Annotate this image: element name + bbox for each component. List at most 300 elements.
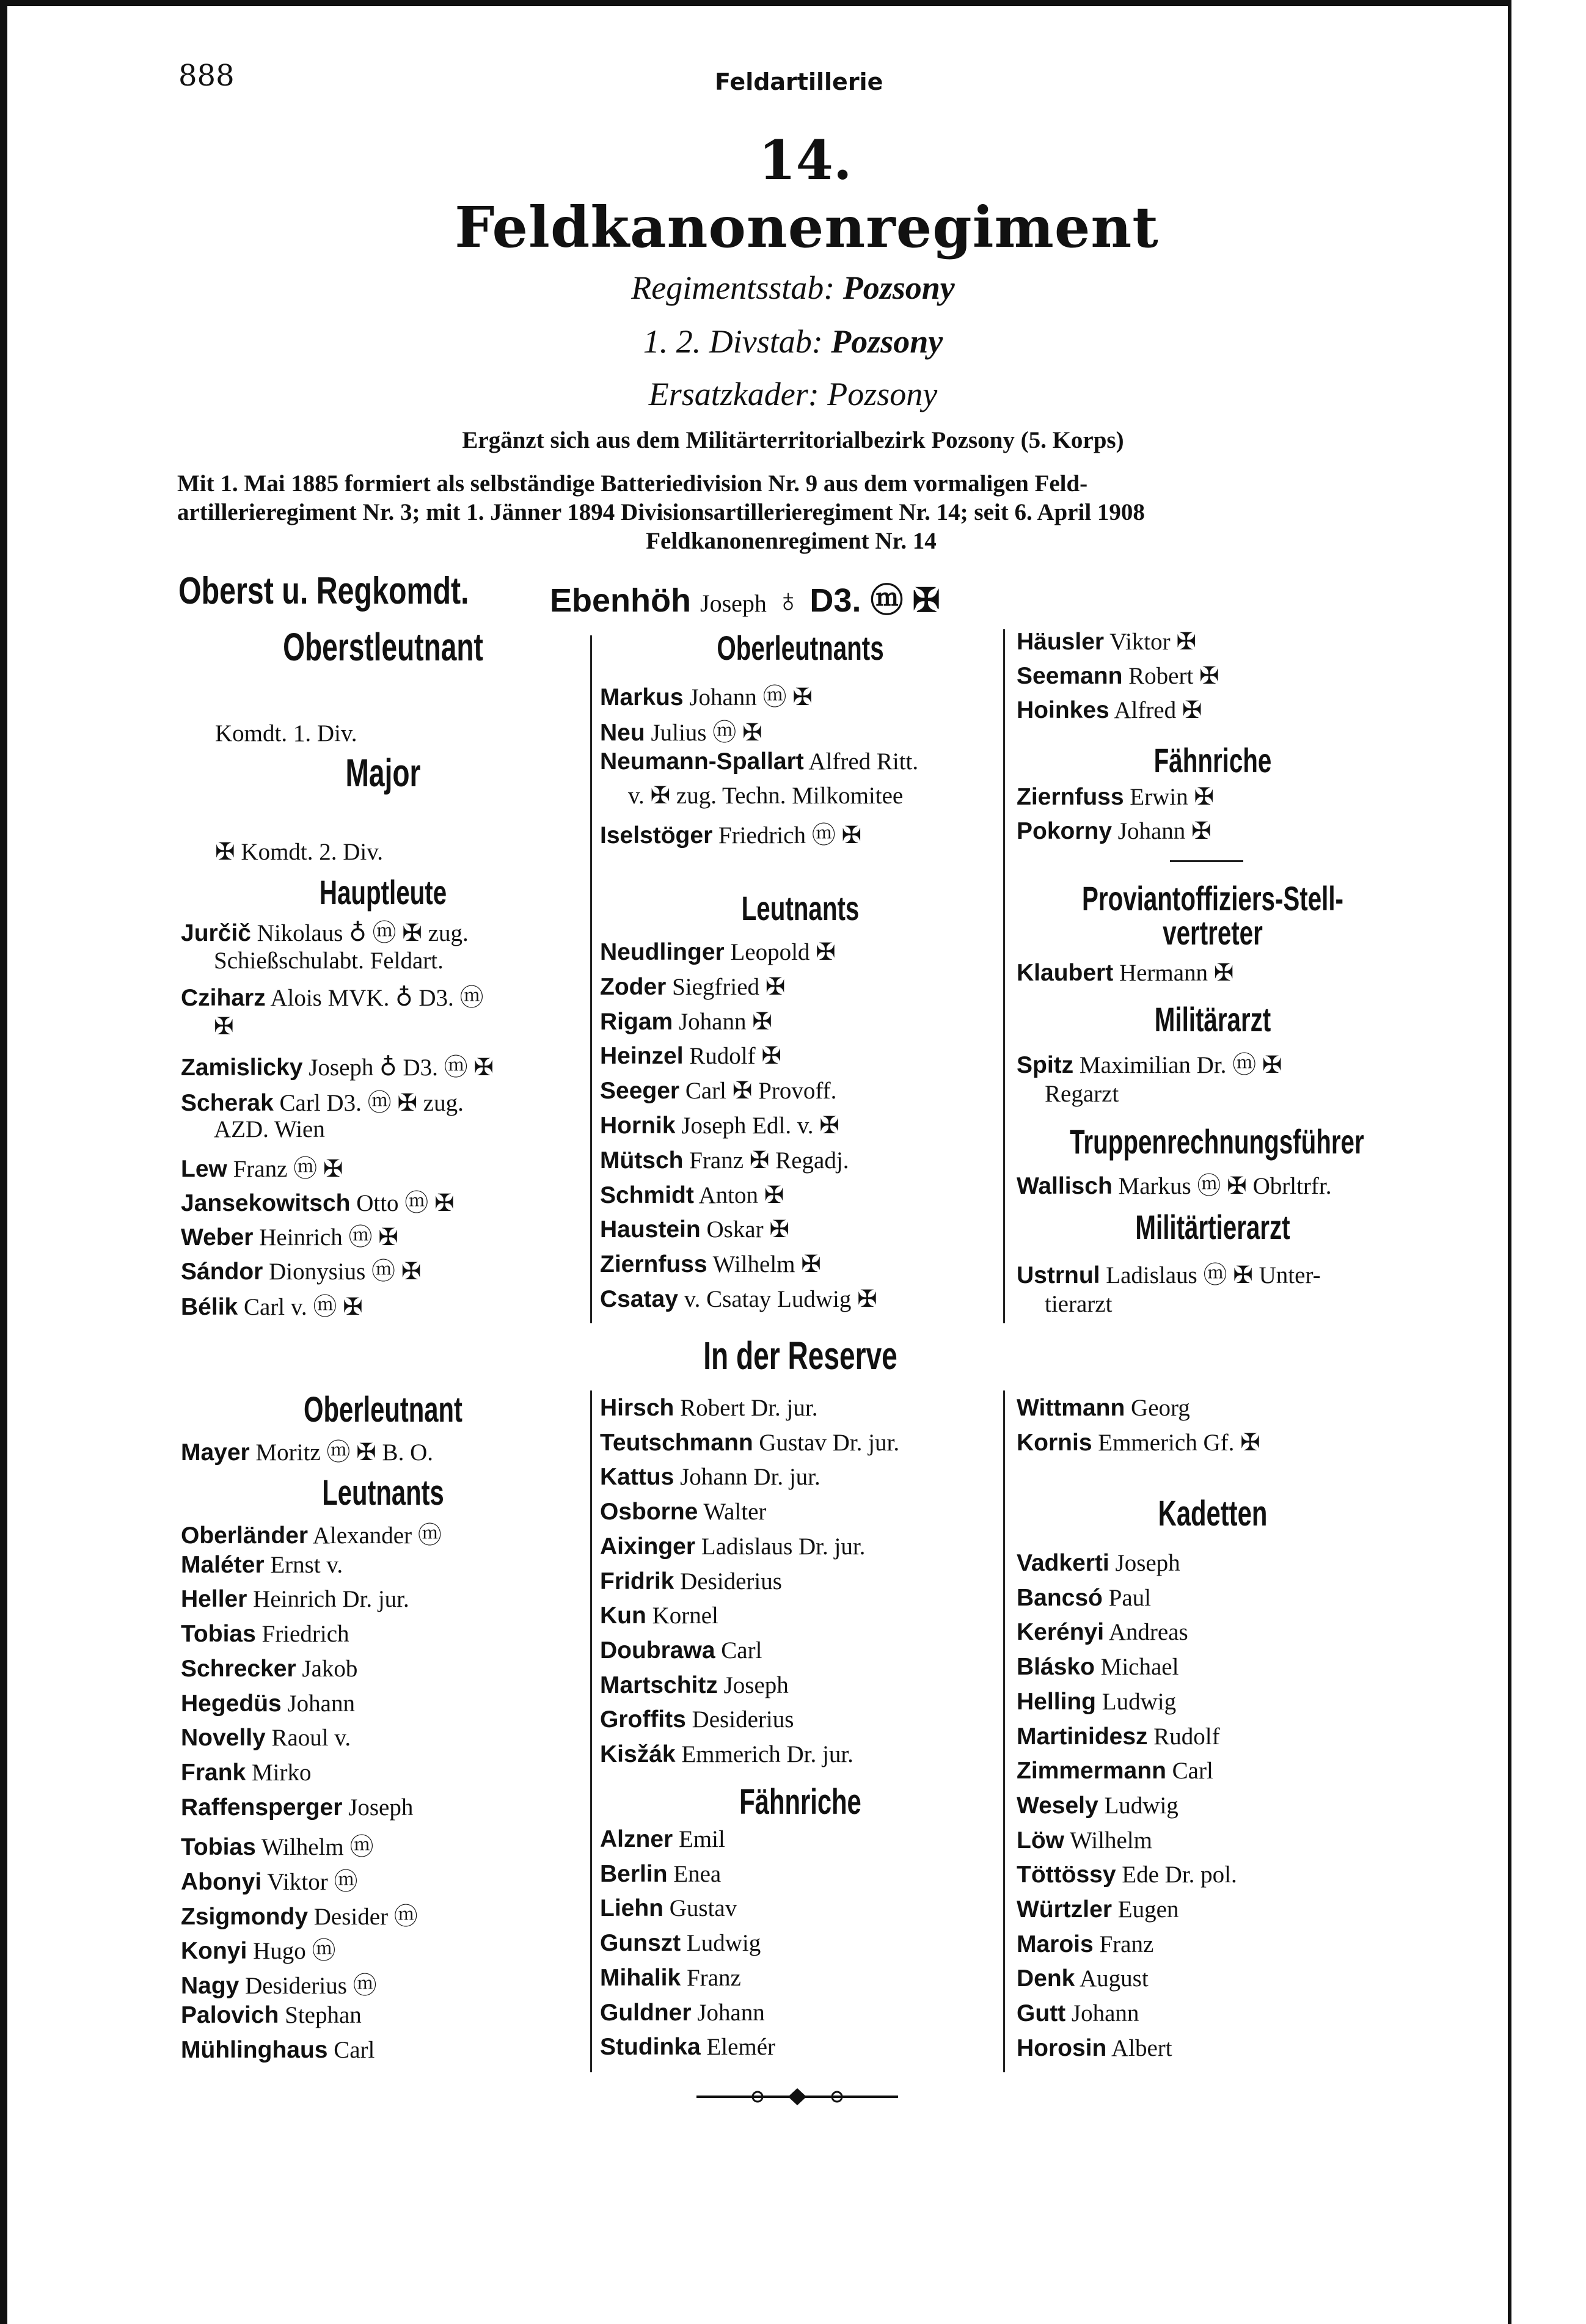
roster-entry: [600, 1706, 794, 1733]
roster-entry: [600, 1182, 784, 1209]
surname: Doubrawa: [600, 1637, 715, 1664]
surname: Seeger: [600, 1078, 680, 1105]
given-name-and-notes: Georg: [1131, 1395, 1190, 1421]
given-name-and-notes: Hermann ✠: [1119, 960, 1234, 986]
given-name-and-notes: Raoul v.: [271, 1725, 351, 1752]
section-heading: In der Reserve: [703, 1334, 897, 1378]
roster-entry: [1017, 1584, 1151, 1612]
roster-entry: [214, 947, 444, 974]
surname: Lew: [181, 1156, 227, 1182]
surname: Martschitz: [600, 1672, 718, 1698]
given-name-and-notes: Desiderius: [692, 1706, 794, 1733]
surname: Nagy: [181, 1973, 239, 2000]
given-name-and-notes: Julius ⓜ ✠: [651, 720, 762, 746]
surname: Haustein: [600, 1216, 701, 1243]
roster-entry: [1017, 1394, 1190, 1422]
surname: Horosin: [1017, 2034, 1107, 2061]
roster-entry: [600, 1077, 836, 1105]
given-name-and-notes: Desiderius: [680, 1568, 782, 1595]
roster-entry: [1017, 959, 1234, 987]
roster-entry: [1045, 1080, 1119, 1108]
roster-entry: [600, 1112, 839, 1139]
given-name-and-notes: Paul: [1108, 1584, 1151, 1611]
section-heading: Oberleutnant: [304, 1390, 462, 1430]
roster-entry: [1017, 1757, 1213, 1785]
surname: Kornis: [1017, 1429, 1092, 1456]
surname: Pokorny: [1017, 818, 1113, 844]
section-heading: Fähnriche: [739, 1782, 861, 1822]
roster-entry: [600, 1672, 789, 1699]
surname: Novelly: [181, 1725, 266, 1752]
surname: Mütsch: [600, 1147, 684, 1174]
history-note: Mit 1. Mai 1885 formiert als selbständige Batteriedivision Nr. 9 aus dem vormaligen Feld- artillerieregiment Nr. 3; mit 1. Jänner 1894 Divisionsartillerieregiment Nr. 14; seit 6. April 1908 Feldkanonenregiment Nr. 14: [177, 470, 1145, 554]
surname: Schmidt: [600, 1182, 694, 1208]
surname: Wallisch: [1017, 1173, 1113, 1199]
roster-entry: [600, 1429, 899, 1456]
roster-entry: [1045, 1290, 1112, 1318]
surname: Seemann: [1017, 663, 1123, 689]
given-name-and-notes: Joseph: [348, 1794, 414, 1821]
given-name-and-notes: Schießschulabt. Feldart.: [214, 948, 444, 974]
roster-entry: [1017, 1618, 1188, 1646]
roster-entry: [600, 1929, 761, 1957]
roster-note: ✠ Komdt. 2. Div.: [215, 839, 383, 865]
roster-entry: [1017, 1723, 1220, 1750]
surname: Bancsó: [1017, 1584, 1103, 1611]
given-name-and-notes: Otto ⓜ ✠: [356, 1190, 455, 1216]
page-number: 888: [178, 59, 235, 93]
surname: Mayer: [181, 1439, 250, 1466]
surname: Denk: [1017, 1965, 1075, 1992]
given-name-and-notes: Ludwig: [1104, 1792, 1179, 1819]
given-name-and-notes: Alexander ⓜ: [312, 1522, 442, 1549]
given-name-and-notes: Johann ✠: [1117, 818, 1211, 844]
surname: Ziernfuss: [1017, 784, 1124, 810]
surname: Neudlinger: [600, 939, 725, 965]
given-name-and-notes: Alfred ✠: [1114, 697, 1202, 723]
given-name-and-notes: Johann ⓜ ✠: [689, 684, 813, 711]
roster-entry: [1017, 1931, 1153, 1958]
given-name-and-notes: Regarzt: [1045, 1081, 1119, 1107]
given-name-and-notes: Heinrich Dr. jur.: [253, 1586, 409, 1613]
given-name-and-notes: Joseph Edl. v. ✠: [681, 1113, 839, 1139]
given-name-and-notes: ✠: [214, 1014, 234, 1040]
roster-entry: [214, 1013, 234, 1040]
given-name-and-notes: Johann: [1071, 2000, 1139, 2027]
section-heading: Kadetten: [1158, 1494, 1268, 1533]
column-divider: [1003, 629, 1005, 1323]
roster-entry: [181, 1218, 398, 1252]
roster-entry: [600, 1602, 718, 1629]
surname: Kisžák: [600, 1741, 676, 1767]
roster-entry: [181, 1724, 351, 1752]
section-heading: Hauptleute: [319, 873, 447, 912]
roster-entry: [600, 1216, 789, 1243]
given-name-and-notes: Carl ✠ Provoff.: [685, 1078, 837, 1105]
given-name-and-notes: Carl: [334, 2036, 375, 2063]
roster-entry: [1017, 696, 1202, 724]
roster-entry: [181, 2001, 362, 2029]
surname: Kun: [600, 1602, 646, 1629]
surname: Helling: [1017, 1688, 1097, 1715]
given-name-and-notes: Ede Dr. pol.: [1122, 1862, 1237, 1888]
given-name-and-notes: Wilhelm ✠: [712, 1251, 821, 1278]
surname: Tobias: [181, 1834, 256, 1861]
given-name-and-notes: Robert ✠: [1128, 663, 1219, 689]
surname: Ziernfuss: [600, 1251, 707, 1278]
given-name-and-notes: Siegfried ✠: [672, 973, 786, 1000]
surname: Kerényi: [1017, 1619, 1105, 1646]
roster-entry: [1017, 1827, 1152, 1854]
roster-entry: [600, 1285, 877, 1313]
roster-entry: [600, 1637, 762, 1664]
column-divider: [1003, 1390, 1005, 2072]
roster-entry: [181, 1048, 494, 1083]
given-name-and-notes: Joseph ♁ D3. ⓜ ✠: [309, 1054, 494, 1081]
given-name-and-notes: Johann Dr. jur.: [680, 1464, 820, 1491]
surname: Aixinger: [600, 1533, 696, 1560]
roster-entry: [181, 1184, 455, 1218]
surname: Berlin: [600, 1860, 668, 1887]
given-name-and-notes: Stephan: [285, 2001, 362, 2028]
surname: Ustrnul: [1017, 1262, 1100, 1288]
roster-entry: [600, 1533, 865, 1560]
commander-rank: Oberst u. Regkomdt.: [178, 570, 469, 612]
surname: Heinzel: [600, 1043, 684, 1070]
roster-entry: [181, 1794, 413, 1821]
given-name-and-notes: Wilhelm ⓜ: [261, 1834, 374, 1861]
surname: Kattus: [600, 1464, 674, 1491]
roster-entry: [1017, 783, 1214, 811]
given-name-and-notes: Viktor ⓜ: [267, 1869, 358, 1895]
roster-entry: [600, 1147, 849, 1174]
surname: Löw: [1017, 1827, 1064, 1854]
roster-entry: [1017, 1861, 1237, 1888]
given-name-and-notes: Heinrich ⓜ ✠: [259, 1224, 398, 1251]
given-name-and-notes: Franz ⓜ ✠: [233, 1156, 343, 1182]
surname: Csatay: [600, 1286, 678, 1312]
surname: Neu: [600, 720, 645, 746]
section-heading: Militärarzt: [1154, 1000, 1271, 1039]
roster-entry: [600, 1568, 782, 1595]
roster-entry: [1017, 1549, 1180, 1577]
surname: Bélik: [181, 1294, 238, 1320]
surname: Blásko: [1017, 1654, 1095, 1681]
section-heading: Leutnants: [741, 889, 860, 927]
surname: Schrecker: [181, 1655, 296, 1682]
surname: Mühlinghaus: [181, 2036, 328, 2063]
given-name-and-notes: Carl D3. ⓜ ✠ zug.: [279, 1090, 464, 1116]
roster-entry: [600, 1860, 721, 1888]
staff-line: Regimentsstab: Pozsony: [631, 269, 955, 306]
roster-entry: [600, 714, 762, 748]
given-name-and-notes: Albert: [1111, 2034, 1172, 2061]
given-name-and-notes: Anton ✠: [698, 1182, 784, 1208]
surname: Frank: [181, 1759, 246, 1786]
roster-entry: [1017, 1046, 1282, 1080]
roster-entry: [1017, 1792, 1179, 1819]
running-title: Feldartillerie: [715, 68, 883, 95]
given-name-and-notes: August: [1079, 1965, 1149, 1992]
roster-entry: [600, 973, 785, 1001]
given-name-and-notes: Franz ✠ Regadj.: [689, 1147, 849, 1174]
given-name-and-notes: tierarzt: [1045, 1291, 1113, 1317]
roster-entry: [1017, 662, 1219, 690]
given-name-and-notes: Erwin ✠: [1130, 784, 1215, 810]
surname: Liehn: [600, 1895, 663, 1922]
surname: Spitz: [1017, 1052, 1074, 1078]
surname: Konyi: [181, 1938, 247, 1965]
surname: Weber: [181, 1224, 254, 1251]
roster-entry: [181, 1690, 355, 1717]
staff-line: Ersatzkader: Pozsony: [648, 376, 938, 412]
section-heading: Proviantoffiziers-Stell-: [1082, 879, 1343, 918]
surname: Vadkerti: [1017, 1550, 1109, 1576]
roster-entry: [600, 1498, 766, 1526]
surname: Gunszt: [600, 1930, 681, 1957]
surname: Abonyi: [181, 1869, 262, 1895]
given-name-and-notes: Hugo ⓜ: [253, 1938, 336, 1965]
given-name-and-notes: Ladislaus ⓜ ✠ Unter-: [1106, 1262, 1321, 1288]
surname: Scherak: [181, 1090, 274, 1116]
regiment-number: 14.: [758, 128, 852, 192]
roster-entry: [181, 1863, 357, 1897]
surname: Osborne: [600, 1499, 698, 1526]
given-name-and-notes: Rudolf: [1153, 1723, 1220, 1750]
given-name-and-notes: Carl: [1172, 1758, 1213, 1785]
surname: Oberländer: [181, 1522, 309, 1549]
roster-entry: [1017, 1429, 1260, 1456]
roster-entry: [181, 2036, 375, 2064]
roster-entry: [181, 979, 484, 1013]
surname: Iselstöger: [600, 822, 713, 849]
given-name-and-notes: Markus ⓜ ✠ Obrltrfr.: [1118, 1173, 1332, 1199]
surname: Hirsch: [600, 1395, 674, 1421]
roster-entry: [628, 782, 903, 809]
roster-entry: [1017, 2000, 1139, 2027]
roster-entry: [600, 1964, 741, 1992]
roster-entry: [600, 2033, 775, 2061]
given-name-and-notes: Gustav Dr. jur.: [759, 1429, 900, 1456]
roster-entry: [1017, 1688, 1176, 1716]
given-name-and-notes: Michael: [1100, 1654, 1179, 1681]
roster-entry: [181, 1655, 357, 1683]
surname: Heller: [181, 1586, 247, 1613]
section-heading: Truppenrechnungsführer: [1070, 1122, 1364, 1161]
section-heading: Oberstleutnant: [283, 625, 483, 669]
given-name-and-notes: Wilhelm: [1070, 1827, 1152, 1854]
given-name-and-notes: v. Csatay Ludwig ✠: [684, 1286, 877, 1312]
surname: Wesely: [1017, 1792, 1098, 1819]
given-name-and-notes: Walter: [703, 1499, 767, 1526]
given-name-and-notes: Emmerich Gf. ✠: [1098, 1429, 1260, 1456]
given-name-and-notes: Desider ⓜ: [313, 1903, 418, 1930]
surname: Cziharz: [181, 985, 266, 1011]
column-divider: [590, 1390, 592, 2072]
commander-name: Ebenhöh Joseph ♁ D3. ⓜ ✠: [550, 582, 940, 619]
surname: Maléter: [181, 1551, 265, 1578]
surname: Hoinkes: [1017, 697, 1109, 723]
given-name-and-notes: Emil: [678, 1826, 725, 1852]
given-name-and-notes: Johann ✠: [678, 1008, 772, 1035]
roster-entry: [181, 1433, 433, 1467]
given-name-and-notes: Carl: [721, 1637, 762, 1664]
roster-entry: [181, 1898, 418, 1932]
surname: Häusler: [1017, 629, 1105, 655]
surname: Jurčič: [181, 920, 251, 946]
roster-entry: [1017, 817, 1211, 845]
given-name-and-notes: Nikolaus ♁ ⓜ ✠ zug.: [257, 920, 469, 946]
given-name-and-notes: Jakob: [302, 1655, 358, 1682]
given-name-and-notes: Leopold ✠: [730, 939, 836, 965]
given-name-and-notes: Eugen: [1117, 1896, 1179, 1923]
surname: Jansekowitsch: [181, 1190, 351, 1216]
given-name-and-notes: Ernst v.: [270, 1551, 343, 1578]
short-rule: [1170, 860, 1243, 862]
roster-entry: [600, 1042, 781, 1070]
section-heading: Major: [345, 751, 421, 795]
section-heading: Militärtierarzt: [1135, 1208, 1290, 1246]
given-name-and-notes: Oskar ✠: [706, 1216, 790, 1243]
surname: Groffits: [600, 1706, 686, 1733]
given-name-and-notes: Kornel: [652, 1602, 718, 1629]
surname: Rigam: [600, 1008, 673, 1035]
given-name-and-notes: AZD. Wien: [214, 1116, 325, 1142]
roster-entry: [600, 1463, 820, 1491]
surname: Neumann-Spallart: [600, 748, 804, 775]
given-name-and-notes: Mirko: [251, 1759, 312, 1786]
roster-entry: [600, 938, 836, 966]
surname: Tobias: [181, 1621, 256, 1648]
surname: Martinidesz: [1017, 1723, 1148, 1750]
roster-entry: [181, 1932, 336, 1966]
surname: Gutt: [1017, 2000, 1066, 2027]
roster-entry: [600, 1251, 821, 1278]
surname: Wittmann: [1017, 1395, 1125, 1421]
roster-entry: [181, 914, 469, 948]
surname: Marois: [1017, 1931, 1094, 1957]
roster-entry: [181, 1516, 442, 1551]
section-heading: Leutnants: [322, 1473, 444, 1513]
surname: Hornik: [600, 1113, 676, 1139]
roster-entry: [1017, 1653, 1179, 1681]
roster-entry: [214, 1116, 325, 1143]
roster-entry: [181, 1252, 421, 1287]
roster-entry: [600, 1008, 772, 1036]
roster-entry: [181, 1967, 377, 2001]
section-heading: Oberleutnants: [717, 629, 884, 667]
roster-entry: [181, 1288, 363, 1322]
roster-entry: [1017, 1167, 1331, 1201]
section-heading: Fähnriche: [1153, 741, 1272, 780]
roster-entry: [600, 816, 861, 850]
end-ornament: [696, 2085, 898, 2109]
given-name-and-notes: Alfred Ritt.: [808, 748, 919, 775]
given-name-and-notes: Robert Dr. jur.: [680, 1395, 818, 1421]
roster-entry: [181, 1620, 349, 1648]
regiment-name: Feldkanonenregiment: [455, 194, 1159, 260]
given-name-and-notes: Friedrich ⓜ ✠: [718, 822, 862, 849]
roster-entry: [181, 1585, 409, 1613]
surname: Zoder: [600, 973, 667, 1000]
roster-entry: [181, 1084, 464, 1118]
given-name-and-notes: Johann: [287, 1690, 355, 1717]
roster-entry: [600, 678, 813, 712]
roster-entry: [600, 1825, 725, 1853]
staff-line: 1. 2. Divstab: Pozsony: [643, 323, 943, 360]
roster-entry: [1017, 628, 1196, 656]
given-name-and-notes: Ludwig: [686, 1930, 761, 1957]
given-name-and-notes: Alois MVK. ♁ D3. ⓜ: [270, 985, 484, 1011]
given-name-and-notes: Friedrich: [261, 1621, 349, 1648]
surname: Teutschmann: [600, 1429, 753, 1456]
roster-entry: [1017, 1965, 1149, 1992]
surname: Hegedüs: [181, 1690, 282, 1717]
surname: Raffensperger: [181, 1794, 343, 1821]
roster-entry: [600, 748, 918, 775]
given-name-and-notes: Joseph: [1115, 1550, 1180, 1576]
surname: Fridrik: [600, 1568, 674, 1595]
given-name-and-notes: Enea: [673, 1860, 722, 1887]
given-name-and-notes: Moritz ⓜ ✠ B. O.: [255, 1439, 433, 1466]
given-name-and-notes: Rudolf ✠: [689, 1043, 782, 1070]
surname: Töttössy: [1017, 1862, 1116, 1888]
roster-entry: [600, 1895, 737, 1922]
roster-entry: [181, 1759, 311, 1786]
surname: Studinka: [600, 2034, 701, 2061]
given-name-and-notes: Carl v. ⓜ ✠: [243, 1294, 363, 1320]
surname: Zsigmondy: [181, 1903, 309, 1930]
given-name-and-notes: Ludwig: [1102, 1688, 1177, 1715]
recruitment-note: Ergänzt sich aus dem Militärterritorialbezirk Pozsony (5. Korps): [462, 427, 1124, 453]
given-name-and-notes: Johann: [697, 1999, 765, 2026]
roster-entry: [1017, 2034, 1172, 2062]
roster-entry: [181, 1150, 343, 1184]
given-name-and-notes: Ladislaus Dr. jur.: [701, 1533, 866, 1560]
given-name-and-notes: Maximilian Dr. ⓜ ✠: [1079, 1052, 1282, 1078]
given-name-and-notes: Andreas: [1108, 1619, 1188, 1646]
surname: Mihalik: [600, 1964, 681, 1991]
given-name-and-notes: Emmerich Dr. jur.: [681, 1741, 853, 1767]
roster-entry: [600, 1999, 765, 2026]
roster-entry: [181, 1551, 343, 1579]
roster-entry: [600, 1394, 817, 1422]
roster-entry: [600, 1741, 853, 1768]
surname: Markus: [600, 684, 684, 711]
roster-entry: [1017, 1896, 1179, 1923]
given-name-and-notes: Elemér: [706, 2034, 776, 2061]
surname: Palovich: [181, 2001, 279, 2028]
column-divider: [590, 635, 592, 1323]
given-name-and-notes: Franz: [686, 1964, 741, 1991]
roster-note: Komdt. 1. Div.: [215, 720, 357, 747]
given-name-and-notes: Dionysius ⓜ ✠: [269, 1259, 422, 1285]
surname: Zamislicky: [181, 1054, 303, 1081]
surname: Guldner: [600, 1999, 692, 2026]
surname: Zimmermann: [1017, 1758, 1166, 1785]
given-name-and-notes: Franz: [1099, 1931, 1154, 1957]
roster-entry: [181, 1828, 374, 1862]
surname: Klaubert: [1017, 960, 1114, 986]
surname: Würtzler: [1017, 1896, 1112, 1923]
given-name-and-notes: v. ✠ zug. Techn. Milkomitee: [628, 783, 904, 809]
surname: Sándor: [181, 1259, 263, 1285]
given-name-and-notes: Gustav: [669, 1895, 737, 1922]
section-heading: vertreter: [1163, 913, 1263, 952]
given-name-and-notes: Joseph: [723, 1672, 789, 1698]
surname: Alzner: [600, 1826, 673, 1852]
roster-entry: [1017, 1256, 1321, 1290]
